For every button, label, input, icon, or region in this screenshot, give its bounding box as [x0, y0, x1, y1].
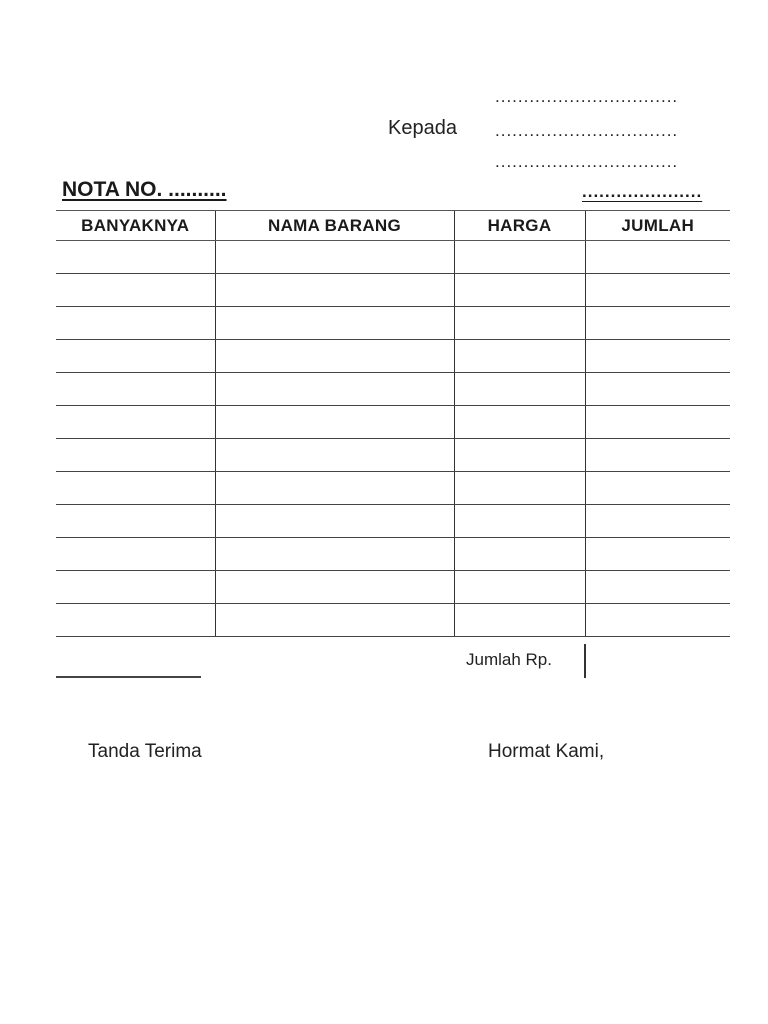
- item-name-cell: [215, 505, 454, 538]
- quantity-cell: [56, 274, 215, 307]
- item-name-cell: [215, 340, 454, 373]
- amount-cell: [585, 538, 730, 571]
- column-header-quantity: BANYAKNYA: [56, 211, 215, 241]
- amount-cell: [585, 604, 730, 637]
- table-row: [56, 241, 730, 274]
- table-row: [56, 406, 730, 439]
- price-cell: [454, 472, 585, 505]
- table-body: [56, 241, 730, 637]
- amount-cell: [585, 472, 730, 505]
- signature-line: [56, 676, 201, 678]
- receiver-signature-label: Tanda Terima: [88, 741, 202, 762]
- total-label: Jumlah Rp.: [466, 650, 552, 669]
- amount-cell: [585, 241, 730, 274]
- item-name-cell: [215, 274, 454, 307]
- item-name-cell: [215, 241, 454, 274]
- quantity-cell: [56, 406, 215, 439]
- recipient-line-1: ................................: [495, 87, 679, 106]
- table-row: [56, 307, 730, 340]
- table-row: [56, 340, 730, 373]
- table-row: [56, 538, 730, 571]
- amount-cell: [585, 571, 730, 604]
- item-name-cell: [215, 538, 454, 571]
- table-row: [56, 373, 730, 406]
- quantity-cell: [56, 340, 215, 373]
- amount-cell: [585, 439, 730, 472]
- sender-signature-label: Hormat Kami,: [488, 741, 605, 762]
- quantity-cell: [56, 472, 215, 505]
- price-cell: [454, 571, 585, 604]
- quantity-cell: [56, 373, 215, 406]
- price-cell: [454, 604, 585, 637]
- price-cell: [454, 406, 585, 439]
- table-row: [56, 505, 730, 538]
- table-row: [56, 604, 730, 637]
- table-row: [56, 472, 730, 505]
- amount-cell: [585, 340, 730, 373]
- column-header-item-name: NAMA BARANG: [215, 211, 454, 241]
- price-cell: [454, 241, 585, 274]
- recipient-line-2: ................................: [495, 121, 679, 140]
- item-name-cell: [215, 571, 454, 604]
- amount-cell: [585, 307, 730, 340]
- item-name-cell: [215, 439, 454, 472]
- price-cell: [454, 538, 585, 571]
- invoice-number-title: NOTA NO. ..........: [62, 178, 227, 201]
- item-name-cell: [215, 472, 454, 505]
- amount-cell: [585, 274, 730, 307]
- amount-cell: [585, 406, 730, 439]
- quantity-cell: [56, 241, 215, 274]
- price-cell: [454, 307, 585, 340]
- table-row: [56, 571, 730, 604]
- price-cell: [454, 373, 585, 406]
- price-cell: [454, 505, 585, 538]
- quantity-cell: [56, 571, 215, 604]
- price-cell: [454, 274, 585, 307]
- amount-cell: [585, 373, 730, 406]
- quantity-cell: [56, 505, 215, 538]
- total-divider: [584, 644, 586, 678]
- item-name-cell: [215, 373, 454, 406]
- column-header-amount: JUMLAH: [585, 211, 730, 241]
- column-header-price: HARGA: [454, 211, 585, 241]
- price-cell: [454, 439, 585, 472]
- items-table: [56, 210, 730, 637]
- table-header-row: [56, 211, 730, 241]
- price-cell: [454, 340, 585, 373]
- quantity-cell: [56, 604, 215, 637]
- item-name-cell: [215, 604, 454, 637]
- table-row: [56, 274, 730, 307]
- amount-cell: [585, 505, 730, 538]
- item-name-cell: [215, 307, 454, 340]
- quantity-cell: [56, 307, 215, 340]
- table-row: [56, 439, 730, 472]
- item-name-cell: [215, 406, 454, 439]
- quantity-cell: [56, 538, 215, 571]
- recipient-label: Kepada: [388, 117, 457, 139]
- date-placeholder: .....................: [582, 182, 703, 201]
- recipient-line-3: ................................: [495, 152, 679, 171]
- quantity-cell: [56, 439, 215, 472]
